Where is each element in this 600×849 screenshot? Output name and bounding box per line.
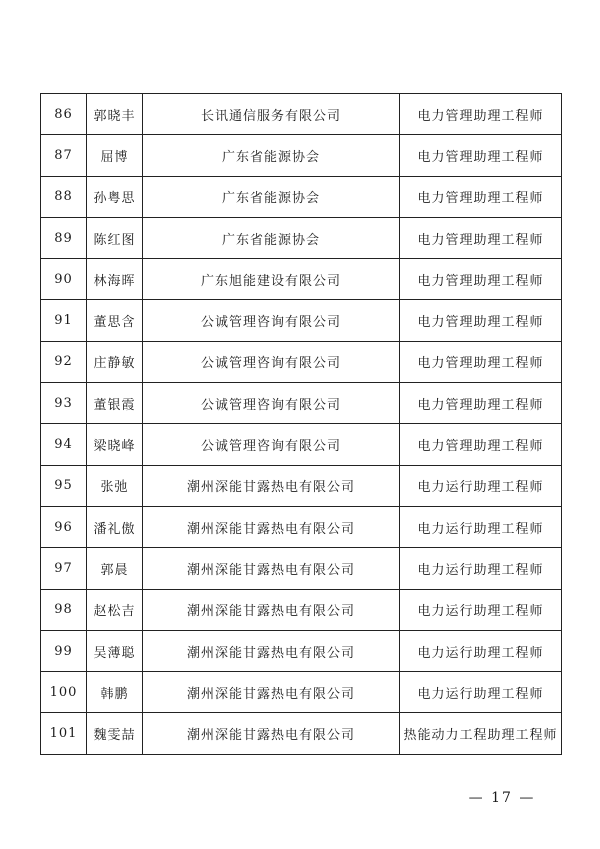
row-number: 91: [41, 300, 87, 341]
person-name: 屈博: [87, 135, 143, 176]
person-name: 张弛: [87, 465, 143, 506]
organization-name: 公诚管理咨询有限公司: [143, 300, 400, 341]
organization-name: 潮州深能甘露热电有限公司: [143, 548, 400, 589]
organization-name: 长讯通信服务有限公司: [143, 94, 400, 135]
table-row: [41, 506, 562, 547]
table-row: [41, 135, 562, 176]
organization-name: 潮州深能甘露热电有限公司: [143, 672, 400, 713]
table-row: [41, 548, 562, 589]
row-number: 92: [41, 341, 87, 382]
organization-name: 广东省能源协会: [143, 176, 400, 217]
qualification-title: 电力运行助理工程师: [400, 672, 562, 713]
person-name: 潘礼傲: [87, 506, 143, 547]
table-row: [41, 259, 562, 300]
row-number: 100: [41, 672, 87, 713]
row-number: 94: [41, 424, 87, 465]
person-name: 董思含: [87, 300, 143, 341]
organization-name: 公诚管理咨询有限公司: [143, 383, 400, 424]
person-name: 韩鹏: [87, 672, 143, 713]
organization-name: 潮州深能甘露热电有限公司: [143, 713, 400, 754]
qualification-title: 电力运行助理工程师: [400, 630, 562, 671]
organization-name: 广东省能源协会: [143, 217, 400, 258]
qualification-title: 电力管理助理工程师: [400, 259, 562, 300]
table-row: [41, 383, 562, 424]
person-name: 林海晖: [87, 259, 143, 300]
organization-name: 潮州深能甘露热电有限公司: [143, 589, 400, 630]
table-row: [41, 341, 562, 382]
organization-name: 潮州深能甘露热电有限公司: [143, 630, 400, 671]
organization-name: 广东旭能建设有限公司: [143, 259, 400, 300]
row-number: 88: [41, 176, 87, 217]
table-row: [41, 465, 562, 506]
organization-name: 广东省能源协会: [143, 135, 400, 176]
row-number: 98: [41, 589, 87, 630]
qualification-title: 电力管理助理工程师: [400, 341, 562, 382]
row-number: 97: [41, 548, 87, 589]
personnel-table-body: [41, 94, 562, 755]
qualification-title: 电力管理助理工程师: [400, 300, 562, 341]
organization-name: 潮州深能甘露热电有限公司: [143, 506, 400, 547]
row-number: 101: [41, 713, 87, 754]
qualification-title: 电力运行助理工程师: [400, 548, 562, 589]
qualification-title: 热能动力工程助理工程师: [400, 713, 562, 754]
row-number: 96: [41, 506, 87, 547]
qualification-title: 电力运行助理工程师: [400, 589, 562, 630]
table-row: [41, 300, 562, 341]
row-number: 95: [41, 465, 87, 506]
qualification-title: 电力管理助理工程师: [400, 217, 562, 258]
table-row: [41, 424, 562, 465]
table-row: [41, 176, 562, 217]
person-name: 陈红图: [87, 217, 143, 258]
person-name: 孙粤思: [87, 176, 143, 217]
row-number: 93: [41, 383, 87, 424]
personnel-table: [40, 93, 562, 755]
row-number: 89: [41, 217, 87, 258]
qualification-title: 电力管理助理工程师: [400, 94, 562, 135]
person-name: 梁晓峰: [87, 424, 143, 465]
row-number: 86: [41, 94, 87, 135]
table-row: [41, 217, 562, 258]
person-name: 郭晨: [87, 548, 143, 589]
qualification-title: 电力管理助理工程师: [400, 135, 562, 176]
table-row: [41, 589, 562, 630]
qualification-title: 电力管理助理工程师: [400, 176, 562, 217]
table-row: [41, 713, 562, 754]
row-number: 87: [41, 135, 87, 176]
table-row: [41, 630, 562, 671]
row-number: 99: [41, 630, 87, 671]
person-name: 魏雯喆: [87, 713, 143, 754]
row-number: 90: [41, 259, 87, 300]
organization-name: 潮州深能甘露热电有限公司: [143, 465, 400, 506]
table-row: [41, 672, 562, 713]
organization-name: 公诚管理咨询有限公司: [143, 341, 400, 382]
person-name: 庄静敏: [87, 341, 143, 382]
table-row: [41, 94, 562, 135]
qualification-title: 电力运行助理工程师: [400, 506, 562, 547]
person-name: 郭晓丰: [87, 94, 143, 135]
qualification-title: 电力运行助理工程师: [400, 465, 562, 506]
page-number: — 17 —: [468, 790, 536, 806]
qualification-title: 电力管理助理工程师: [400, 383, 562, 424]
person-name: 赵松吉: [87, 589, 143, 630]
person-name: 董银霞: [87, 383, 143, 424]
organization-name: 公诚管理咨询有限公司: [143, 424, 400, 465]
qualification-title: 电力管理助理工程师: [400, 424, 562, 465]
person-name: 吴薄聪: [87, 630, 143, 671]
